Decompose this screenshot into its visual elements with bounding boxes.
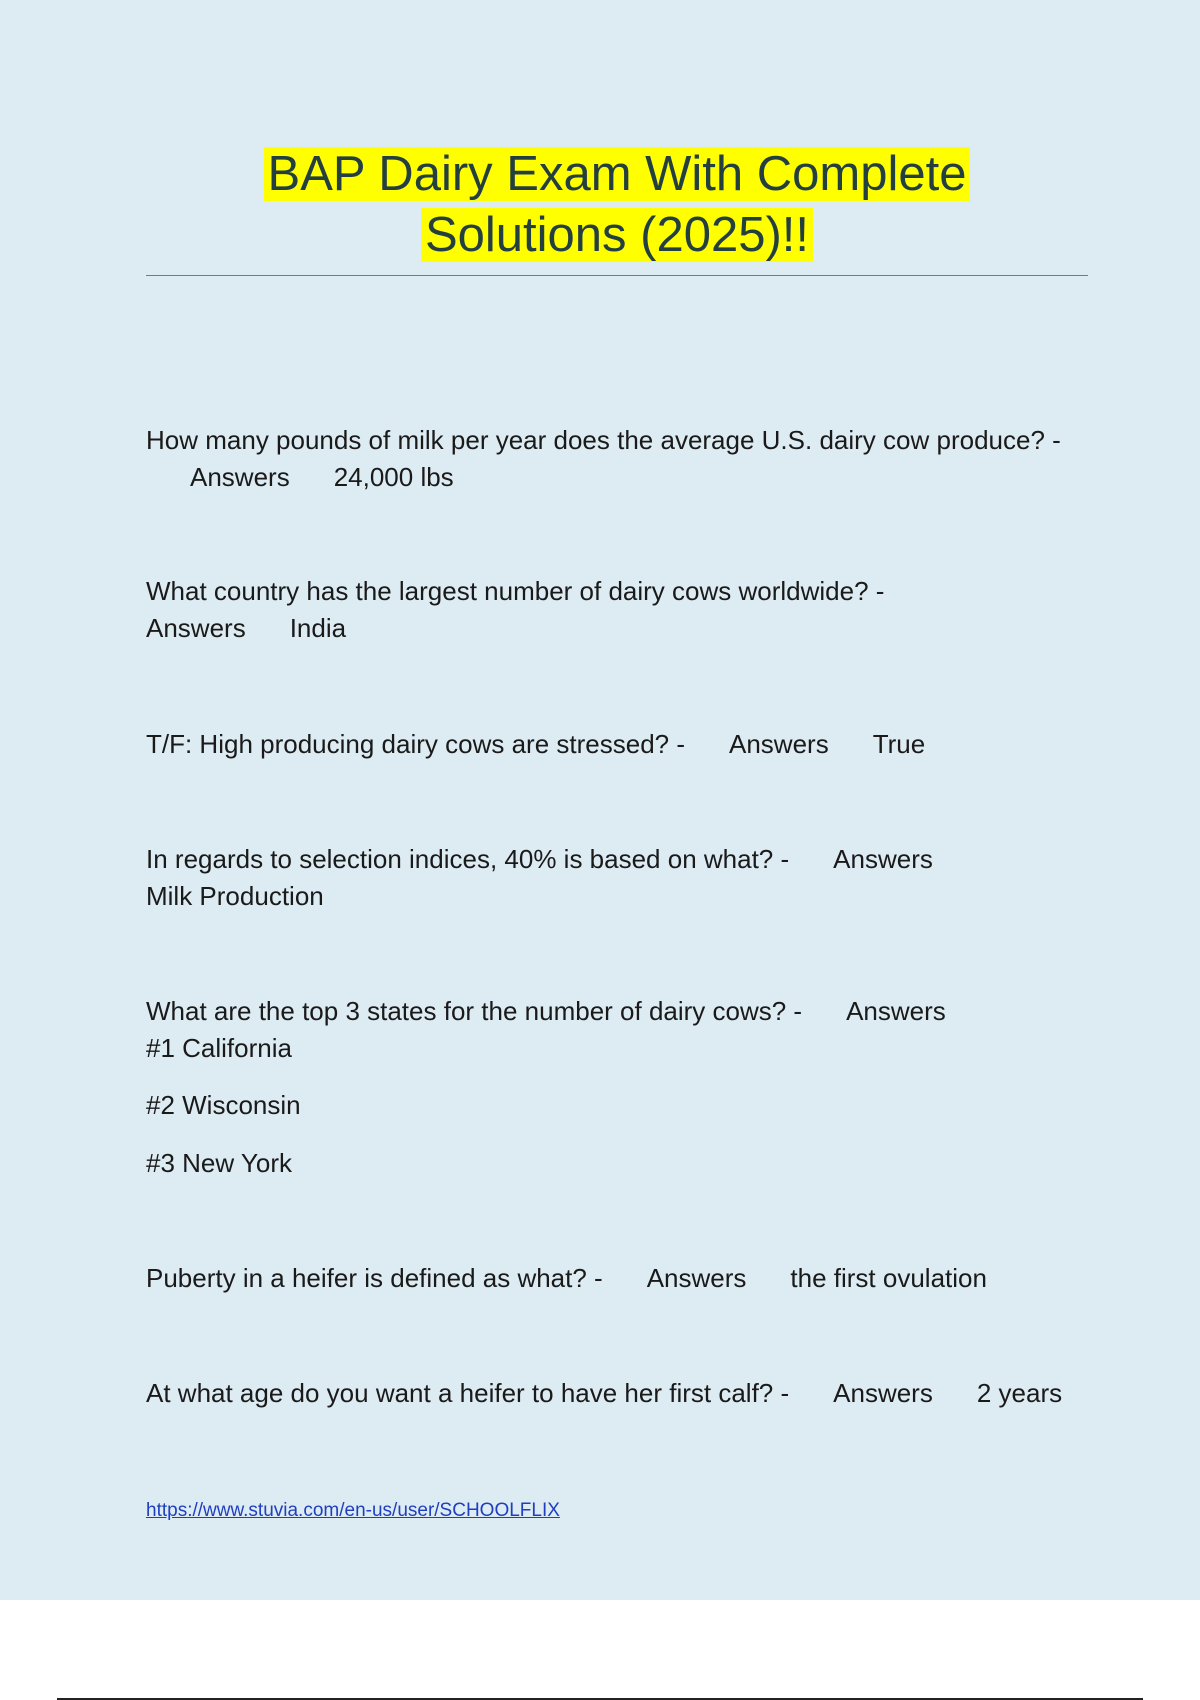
answer-text: India — [289, 613, 347, 643]
qa-item-6 — [146, 1260, 1076, 1297]
answer-text: Milk Production — [146, 881, 324, 911]
qa-item-1 — [146, 422, 1076, 496]
question-text: Puberty in a heifer is defined as what? - — [146, 1263, 603, 1293]
qa-item-7 — [146, 1375, 1076, 1412]
answer-text: 24,000 lbs — [333, 462, 454, 492]
answer-label: Answers — [846, 996, 946, 1026]
answer-text: True — [872, 729, 926, 759]
title-line-1: BAP Dairy Exam With Complete — [264, 147, 971, 201]
answer-label: Answers — [729, 729, 829, 759]
answer-label: Answers — [146, 613, 246, 643]
answer-extra-line: #3 New York — [146, 1148, 292, 1178]
qa-item-3 — [146, 726, 1076, 763]
qa-item-5 — [146, 993, 1076, 1067]
title-line-2: Solutions (2025)!! — [421, 208, 813, 262]
source-link[interactable]: https://www.stuvia.com/en-us/user/SCHOOLFLIX — [146, 1500, 560, 1521]
answer-label: Answers — [646, 1263, 747, 1293]
answer-text: 2 years — [976, 1378, 1063, 1408]
qa-item-2 — [146, 573, 1076, 647]
answer-label: Answers — [190, 462, 290, 492]
document-title — [146, 144, 1088, 266]
question-text: What country has the largest number of dairy cows worldwide? - — [146, 576, 885, 606]
question-text: What are the top 3 states for the number of dairy cows? - — [146, 996, 803, 1026]
title-divider — [146, 275, 1088, 276]
answer-text: the first ovulation — [790, 1263, 987, 1293]
question-text: In regards to selection indices, 40% is based on what? - — [146, 844, 790, 874]
answer-extra-line: #2 Wisconsin — [146, 1090, 301, 1120]
answer-label: Answers — [833, 844, 933, 874]
answer-label: Answers — [833, 1378, 933, 1408]
qa-item-4 — [146, 841, 1076, 915]
question-text: At what age do you want a heifer to have her first calf? - — [146, 1378, 790, 1408]
answer-text: #1 California — [146, 1033, 292, 1063]
question-text: T/F: High producing dairy cows are stressed? - — [146, 729, 685, 759]
question-text: How many pounds of milk per year does the average U.S. dairy cow produce? - — [146, 425, 1061, 455]
